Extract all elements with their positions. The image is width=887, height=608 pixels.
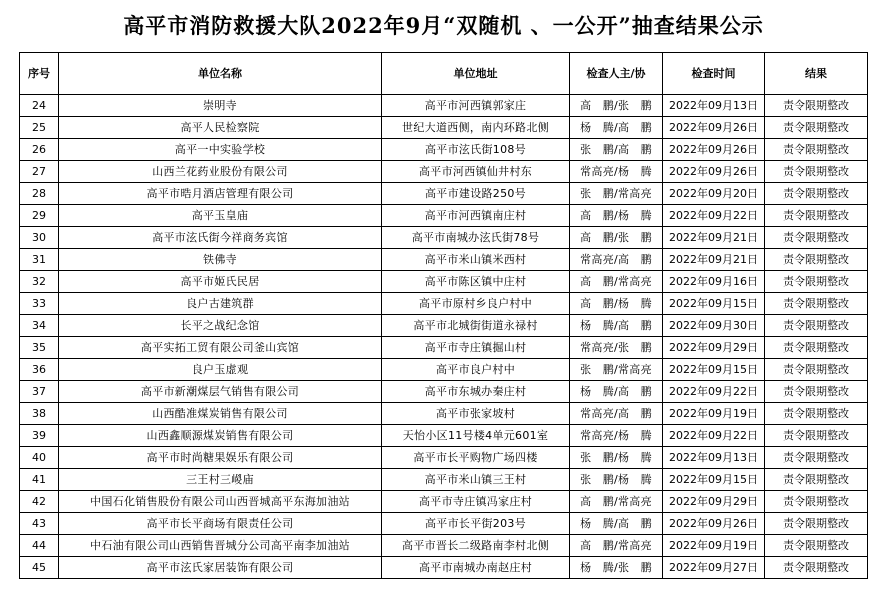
cell-unit-name: 中国石化销售股份有限公司山西晋城高平东海加油站: [59, 491, 382, 513]
cell-inspection-date: 2022年09月13日: [663, 95, 765, 117]
table-row: [20, 139, 868, 161]
cell-unit-name: 崇明寺: [59, 95, 382, 117]
cell-inspection-date: 2022年09月15日: [663, 469, 765, 491]
cell-result: 责令限期整改: [765, 425, 868, 447]
cell-inspectors: 杨 腾/高 鹏: [570, 117, 663, 139]
cell-inspectors: 常高亮/张 鹏: [570, 337, 663, 359]
cell-inspectors: 杨 腾/高 鹏: [570, 315, 663, 337]
cell-result: 责令限期整改: [765, 315, 868, 337]
cell-result: 责令限期整改: [765, 337, 868, 359]
cell-inspection-date: 2022年09月15日: [663, 293, 765, 315]
cell-inspection-date: 2022年09月22日: [663, 381, 765, 403]
cell-unit-address: 高平市泫氏街108号: [382, 139, 570, 161]
table-row: [20, 161, 868, 183]
cell-result: 责令限期整改: [765, 271, 868, 293]
cell-seq: 32: [20, 271, 59, 293]
table-row: [20, 337, 868, 359]
cell-inspection-date: 2022年09月29日: [663, 491, 765, 513]
table-row: [20, 513, 868, 535]
cell-result: 责令限期整改: [765, 359, 868, 381]
cell-seq: 37: [20, 381, 59, 403]
cell-seq: 44: [20, 535, 59, 557]
cell-result: 责令限期整改: [765, 491, 868, 513]
cell-unit-address: 高平市米山镇米西村: [382, 249, 570, 271]
cell-inspectors: 张 鹏/杨 腾: [570, 469, 663, 491]
cell-unit-name: 高平市长平商场有限责任公司: [59, 513, 382, 535]
cell-unit-name: 高平市时尚糖果娱乐有限公司: [59, 447, 382, 469]
cell-inspection-date: 2022年09月22日: [663, 205, 765, 227]
cell-seq: 40: [20, 447, 59, 469]
cell-unit-address: 高平市米山镇三王村: [382, 469, 570, 491]
table-row: [20, 249, 868, 271]
cell-inspectors: 高 鹏/常高亮: [570, 535, 663, 557]
cell-unit-name: 高平人民检察院: [59, 117, 382, 139]
table-row: [20, 381, 868, 403]
cell-unit-address: 高平市东城办秦庄村: [382, 381, 570, 403]
header-seq: 序号: [20, 53, 59, 95]
cell-seq: 34: [20, 315, 59, 337]
cell-result: 责令限期整改: [765, 117, 868, 139]
cell-result: 责令限期整改: [765, 205, 868, 227]
table-row: [20, 491, 868, 513]
cell-seq: 36: [20, 359, 59, 381]
cell-seq: 30: [20, 227, 59, 249]
cell-inspectors: 高 鹏/常高亮: [570, 491, 663, 513]
cell-unit-address: 高平市建设路250号: [382, 183, 570, 205]
cell-unit-name: 高平市晧月酒店管理有限公司: [59, 183, 382, 205]
cell-inspectors: 常高亮/杨 腾: [570, 161, 663, 183]
cell-inspectors: 常高亮/高 鹏: [570, 249, 663, 271]
cell-result: 责令限期整改: [765, 293, 868, 315]
cell-unit-name: 山西兰花药业股份有限公司: [59, 161, 382, 183]
cell-unit-name: 山西酷准煤炭销售有限公司: [59, 403, 382, 425]
table-row: [20, 271, 868, 293]
cell-inspectors: 杨 腾/高 鹏: [570, 381, 663, 403]
cell-inspection-date: 2022年09月16日: [663, 271, 765, 293]
table-row: [20, 117, 868, 139]
cell-unit-address: 高平市寺庄镇冯家庄村: [382, 491, 570, 513]
cell-unit-address: 高平市长平购物广场四楼: [382, 447, 570, 469]
cell-inspectors: 高 鹏/杨 腾: [570, 205, 663, 227]
header-result: 结果: [765, 53, 868, 95]
cell-unit-name: 高平市泫氏家居装饰有限公司: [59, 557, 382, 579]
cell-inspectors: 高 鹏/常高亮: [570, 271, 663, 293]
cell-inspection-date: 2022年09月19日: [663, 403, 765, 425]
cell-seq: 33: [20, 293, 59, 315]
table-row: [20, 95, 868, 117]
cell-result: 责令限期整改: [765, 469, 868, 491]
cell-unit-name: 高平市姬氏民居: [59, 271, 382, 293]
cell-unit-name: 长平之战纪念馆: [59, 315, 382, 337]
cell-seq: 45: [20, 557, 59, 579]
table-row: [20, 227, 868, 249]
cell-unit-name: 良户玉虚观: [59, 359, 382, 381]
cell-inspectors: 张 鹏/常高亮: [570, 359, 663, 381]
cell-unit-address: 高平市河西镇仙井村东: [382, 161, 570, 183]
table-row: [20, 205, 868, 227]
cell-inspection-date: 2022年09月15日: [663, 359, 765, 381]
header-unit-address: 单位地址: [382, 53, 570, 95]
table-row: [20, 315, 868, 337]
cell-result: 责令限期整改: [765, 183, 868, 205]
cell-result: 责令限期整改: [765, 403, 868, 425]
cell-inspectors: 张 鹏/杨 腾: [570, 447, 663, 469]
cell-inspectors: 杨 腾/高 鹏: [570, 513, 663, 535]
cell-unit-address: 高平市原村乡良户村中: [382, 293, 570, 315]
cell-unit-address: 高平市长平街203号: [382, 513, 570, 535]
cell-unit-address: 高平市北城街街道永禄村: [382, 315, 570, 337]
cell-seq: 42: [20, 491, 59, 513]
table-row: [20, 183, 868, 205]
cell-unit-name: 高平一中实验学校: [59, 139, 382, 161]
cell-inspectors: 杨 腾/张 鹏: [570, 557, 663, 579]
cell-unit-address: 高平市寺庄镇掘山村: [382, 337, 570, 359]
cell-inspection-date: 2022年09月26日: [663, 117, 765, 139]
cell-inspection-date: 2022年09月20日: [663, 183, 765, 205]
cell-unit-address: 高平市良户村中: [382, 359, 570, 381]
cell-unit-address: 高平市张家坡村: [382, 403, 570, 425]
cell-unit-name: 三王村三嵕庙: [59, 469, 382, 491]
cell-seq: 31: [20, 249, 59, 271]
table-row: [20, 359, 868, 381]
cell-inspection-date: 2022年09月26日: [663, 161, 765, 183]
cell-unit-address: 高平市陈区镇中庄村: [382, 271, 570, 293]
cell-inspection-date: 2022年09月27日: [663, 557, 765, 579]
cell-seq: 38: [20, 403, 59, 425]
cell-result: 责令限期整改: [765, 557, 868, 579]
cell-seq: 28: [20, 183, 59, 205]
cell-unit-address: 高平市晋长二级路南李村北侧: [382, 535, 570, 557]
cell-unit-address: 高平市南城办南赵庄村: [382, 557, 570, 579]
results-table: [19, 52, 868, 579]
cell-seq: 26: [20, 139, 59, 161]
cell-inspectors: 常高亮/高 鹏: [570, 403, 663, 425]
header-unit-name: 单位名称: [59, 53, 382, 95]
cell-inspection-date: 2022年09月13日: [663, 447, 765, 469]
table-row: [20, 447, 868, 469]
header-inspection-date: 检查时间: [663, 53, 765, 95]
cell-unit-name: 高平玉皇庙: [59, 205, 382, 227]
header-inspectors: 检查人主/协: [570, 53, 663, 95]
cell-inspectors: 张 鹏/高 鹏: [570, 139, 663, 161]
cell-inspectors: 常高亮/杨 腾: [570, 425, 663, 447]
table-row: [20, 425, 868, 447]
cell-unit-name: 中石油有限公司山西销售晋城分公司高平南李加油站: [59, 535, 382, 557]
cell-seq: 39: [20, 425, 59, 447]
table-row: [20, 535, 868, 557]
cell-inspection-date: 2022年09月30日: [663, 315, 765, 337]
cell-result: 责令限期整改: [765, 161, 868, 183]
cell-inspection-date: 2022年09月21日: [663, 249, 765, 271]
cell-inspection-date: 2022年09月26日: [663, 513, 765, 535]
table-row: [20, 403, 868, 425]
cell-seq: 29: [20, 205, 59, 227]
cell-result: 责令限期整改: [765, 139, 868, 161]
cell-result: 责令限期整改: [765, 227, 868, 249]
cell-result: 责令限期整改: [765, 95, 868, 117]
cell-inspectors: 高 鹏/杨 腾: [570, 293, 663, 315]
cell-inspection-date: 2022年09月29日: [663, 337, 765, 359]
cell-seq: 24: [20, 95, 59, 117]
table-body: [20, 95, 868, 579]
page-title: 高平市消防救援大队2022年9月“双随机 、一公开”抽查结果公示: [123, 13, 764, 38]
cell-inspectors: 高 鹏/张 鹏: [570, 227, 663, 249]
cell-seq: 27: [20, 161, 59, 183]
cell-result: 责令限期整改: [765, 447, 868, 469]
cell-seq: 41: [20, 469, 59, 491]
cell-unit-name: 良户古建筑群: [59, 293, 382, 315]
cell-unit-name: 高平市新潮煤层气销售有限公司: [59, 381, 382, 403]
cell-inspectors: 张 鹏/常高亮: [570, 183, 663, 205]
cell-inspection-date: 2022年09月26日: [663, 139, 765, 161]
cell-unit-name: 高平实拓工贸有限公司釜山宾馆: [59, 337, 382, 359]
cell-unit-address: 高平市南城办泫氏街78号: [382, 227, 570, 249]
cell-result: 责令限期整改: [765, 381, 868, 403]
table-header-row: [20, 53, 868, 95]
cell-seq: 35: [20, 337, 59, 359]
cell-result: 责令限期整改: [765, 513, 868, 535]
cell-unit-name: 高平市泫氏街今祥商务宾馆: [59, 227, 382, 249]
cell-seq: 43: [20, 513, 59, 535]
table-row: [20, 293, 868, 315]
cell-inspection-date: 2022年09月21日: [663, 227, 765, 249]
cell-result: 责令限期整改: [765, 249, 868, 271]
cell-unit-address: 高平市河西镇南庄村: [382, 205, 570, 227]
cell-unit-address: 高平市河西镇郭家庄: [382, 95, 570, 117]
cell-inspection-date: 2022年09月19日: [663, 535, 765, 557]
cell-unit-address: 天怡小区11号楼4单元601室: [382, 425, 570, 447]
cell-result: 责令限期整改: [765, 535, 868, 557]
table-row: [20, 469, 868, 491]
cell-unit-name: 铁佛寺: [59, 249, 382, 271]
cell-inspection-date: 2022年09月22日: [663, 425, 765, 447]
cell-seq: 25: [20, 117, 59, 139]
cell-inspectors: 高 鹏/张 鹏: [570, 95, 663, 117]
table-row: [20, 557, 868, 579]
cell-unit-name: 山西鑫顺源煤炭销售有限公司: [59, 425, 382, 447]
cell-unit-address: 世纪大道西侧，南内环路北侧: [382, 117, 570, 139]
